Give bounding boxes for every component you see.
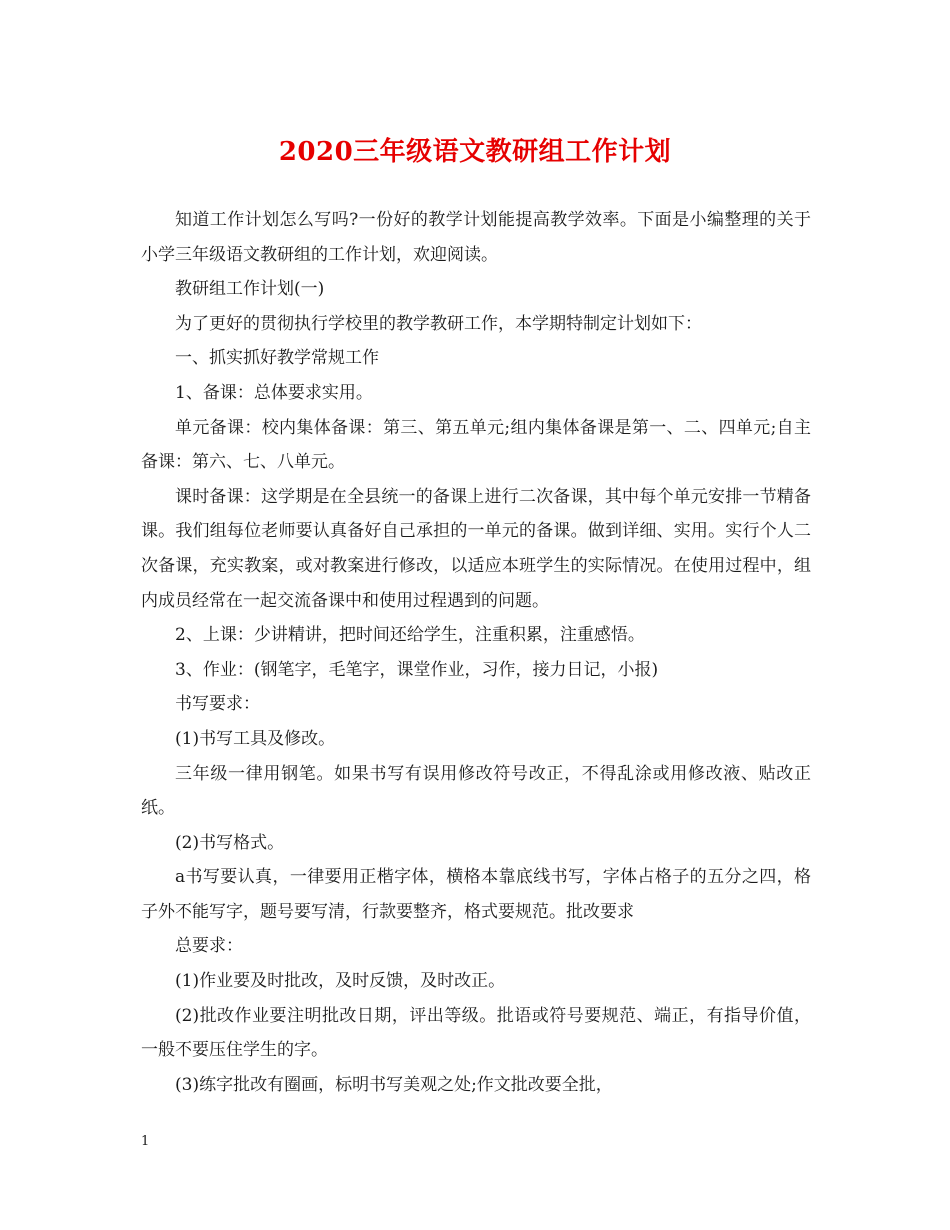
page-number: 1 — [141, 1134, 150, 1149]
paragraph: 教研组工作计划(一) — [175, 279, 325, 300]
paragraph: 一、抓实抓好教学常规工作 — [175, 348, 379, 369]
paragraph: 课时备课：这学期是在全县统一的备课上进行二次备课，其中每个单元安排一节精备课。我们组每位老师要认真备好自己承担的一单元的备课。做到详细、实用。实行个人二次备课，充实教案，或对教案进行修改，以适应本班学生的实际情况。在使用过程中，组内成员经常在一起交流备课中和使用过程遇到的问题。 — [141, 486, 811, 611]
paragraph: 3、作业：(钢笔字，毛笔字，课堂作业，习作，接力日记，小报) — [175, 659, 659, 680]
paragraph: (1)书写工具及修改。 — [175, 728, 336, 749]
paragraph: 书写要求： — [175, 694, 260, 715]
paragraph: (1)作业要及时批改，及时反馈，及时改正。 — [175, 971, 506, 992]
paragraph: 2、上课：少讲精讲，把时间还给学生，注重积累，注重感悟。 — [175, 625, 645, 646]
paragraph: 为了更好的贯彻执行学校里的教学教研工作，本学期特制定计划如下： — [175, 313, 702, 334]
paragraph: 1、备课：总体要求实用。 — [175, 382, 373, 403]
document-title: 2020三年级语文教研组工作计划 — [278, 137, 672, 167]
paragraph: 总要求： — [175, 936, 243, 957]
paragraph: (3)练字批改有圈画，标明书写美观之处;作文批改要全批， — [175, 1074, 613, 1095]
paragraph: a书写要认真，一律要用正楷字体，横格本靠底线书写，字体占格子的五分之四，格子外不能写字，题号要写清，行款要整齐，格式要规范。批改要求 — [141, 867, 811, 922]
paragraph: (2)批改作业要注明批改日期，评出等级。批语或符号要规范、端正，有指导价值，一般不要压住学生的字。 — [141, 1005, 811, 1061]
paragraph: 三年级一律用钢笔。如果书写有误用修改符号改正，不得乱涂或用修改液、贴改正纸。 — [141, 763, 811, 819]
document-body — [141, 203, 811, 1102]
paragraph: (2)书写格式。 — [175, 832, 285, 853]
paragraph: 知道工作计划怎么写吗?一份好的教学计划能提高教学效率。下面是小编整理的关于小学三年级语文教研组的工作计划，欢迎阅读。 — [141, 210, 811, 265]
paragraph: 单元备课：校内集体备课：第三、第五单元;组内集体备课是第一、二、四单元;自主备课：第六、七、八单元。 — [141, 417, 811, 473]
